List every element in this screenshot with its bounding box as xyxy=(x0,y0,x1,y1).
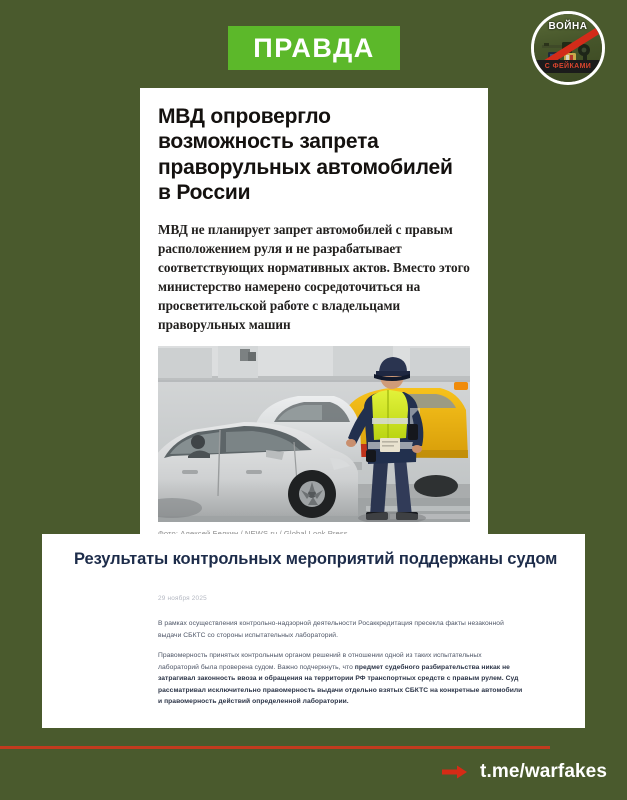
news-article-card xyxy=(140,88,488,548)
article-headline: МВД опровергло возможность запрета праворульных автомобилей в России xyxy=(158,105,453,205)
footer-divider xyxy=(0,746,550,749)
official-statement-card xyxy=(42,534,585,728)
channel-logo-bottom-label: С ФЕЙКАМИ xyxy=(544,63,592,70)
statement-body xyxy=(158,618,523,708)
right-arrow-icon xyxy=(442,765,468,779)
channel-logo-bottom-bar xyxy=(534,60,602,73)
header xyxy=(0,0,627,100)
channel-link[interactable]: t.me/warfakes xyxy=(480,761,607,782)
statement-title: Результаты контрольных мероприятий поддержаны судом xyxy=(74,550,558,568)
statement-paragraph-1: В рамках осуществления контрольно-надзорной деятельности Росаккредитация пресекла факты незаконной выдачи СБКТС со стороны испытательных лабораторий. xyxy=(158,620,504,639)
article-photo xyxy=(158,346,470,522)
channel-logo xyxy=(531,11,605,85)
verdict-badge-label: ПРАВДА xyxy=(253,32,375,63)
traffic-police-photo-illustration xyxy=(158,346,470,522)
statement-paragraph-2-emphasis: предмет судебного разбирательства никак не затрагивал законность ввоза и обращения на территории РФ транспортных средств с правым рулем. Суд рассматривал исключительно правомерность выдачи отдельно взятых СБКТС на конкретные автомобили и правомерность действий определенной лаборатории. xyxy=(158,663,523,706)
channel-logo-top-label: ВОЙНА xyxy=(548,21,588,32)
verdict-badge xyxy=(228,26,400,70)
channel-logo-inner xyxy=(534,14,602,82)
statement-paragraph-2 xyxy=(158,650,523,708)
footer xyxy=(442,761,607,783)
statement-date: 29 ноября 2025 xyxy=(158,595,207,602)
statement-paragraph-2-intro: Правомерность принятых контрольным органом решений в отношении одной из таких испытательных лабораторий была проверена судом. Важно подчеркнуть, что xyxy=(158,652,482,671)
article-lead-paragraph: МВД не планирует запрет автомобилей с правым расположением руля и не разрабатывает соответствующих нормативных актов. Вместо этого министерство намерено сосредоточиться на просветительской работе с владельцами праворульных машин xyxy=(158,221,470,333)
